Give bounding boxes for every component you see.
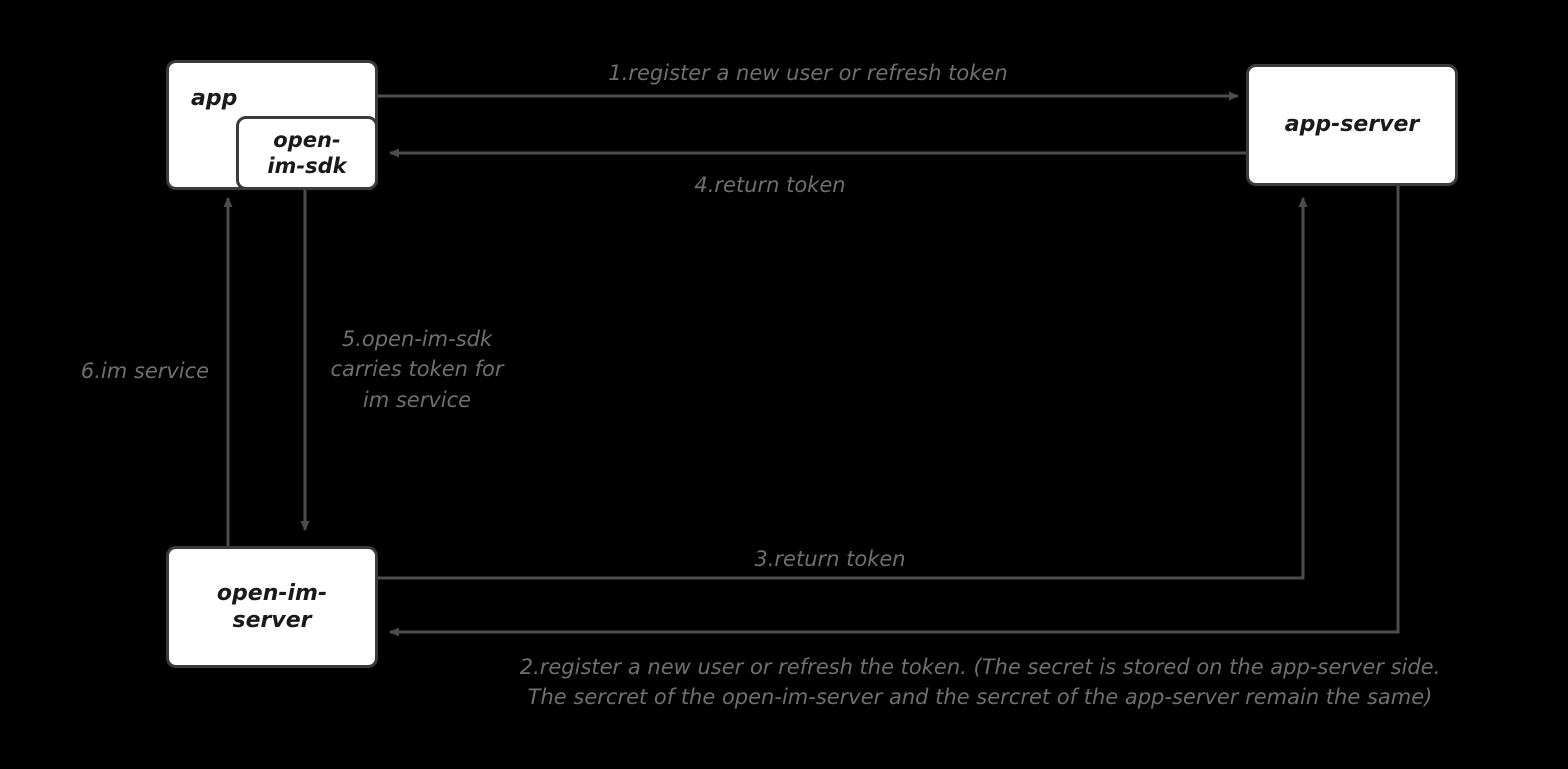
node-app-label: app <box>191 86 238 111</box>
edge-label-2: 2.register a new user or refresh the token. (The secret is stored on the app-server side. The sercret of the open-im-server and the sercret of the app-server remain the same) <box>519 655 1441 710</box>
node-open-im-sdk[interactable] <box>236 116 378 190</box>
edge-label-3: 3.return token <box>754 547 906 571</box>
edge-label-6: 6.im service <box>80 359 210 383</box>
node-open-im-sdk-label: open- im-sdk <box>267 127 347 178</box>
edge-label-1: 1.register a new user or refresh token <box>608 61 1008 85</box>
node-app-server-label: app-server <box>1284 112 1420 138</box>
node-open-im-server[interactable] <box>166 546 378 668</box>
node-open-im-server-label: open-im- server <box>216 580 328 633</box>
node-app-server[interactable] <box>1246 64 1458 186</box>
edge-label-5: 5.open-im-sdk carries token for im service <box>330 327 504 412</box>
edge-label-4: 4.return token <box>694 173 846 197</box>
